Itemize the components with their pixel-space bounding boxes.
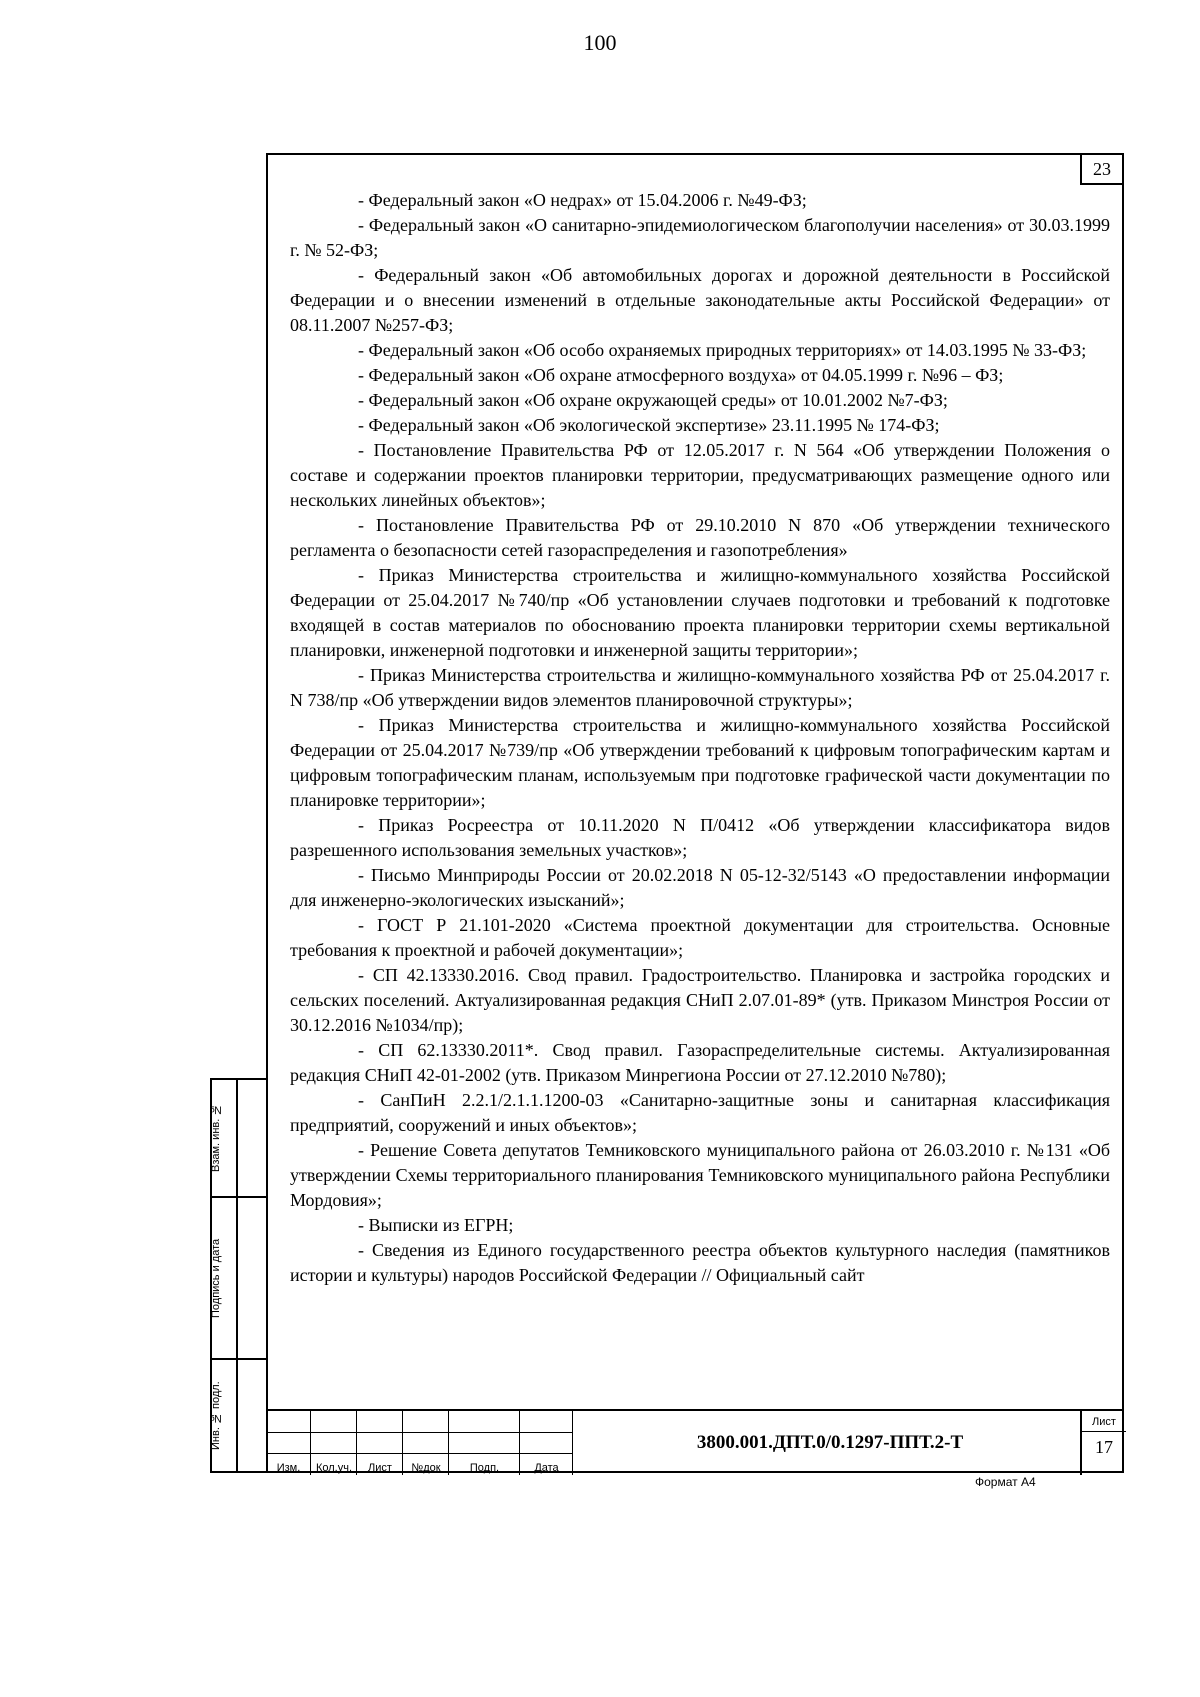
document-frame [266,153,1124,1473]
side-stamp-inv [210,1358,268,1473]
paragraph: - Сведения из Единого государственного реестра объектов культурного наследия (памятников истории и культуры) народов Российской Федерации // Официальный сайт [290,1240,1110,1285]
paragraph: - Письмо Минприроды России от 20.02.2018 N 05-12-32/5143 «О предоставлении информации для инженерно-экологических изысканий»; [290,865,1110,910]
paragraph: - СанПиН 2.2.1/2.1.1.1200-03 «Санитарно-защитные зоны и санитарная классификация предприятий, сооружений и иных объектов»; [290,1090,1110,1135]
paragraph: - Федеральный закон «О санитарно-эпидемиологическом благополучии населения» от 30.03.1999 г. № 52-ФЗ; [290,215,1110,260]
paragraph: - СП 62.13330.2011*. Свод правил. Газораспределительные системы. Актуализированная редакция СНиП 42-01-2002 (утв. Приказом Минрегиона России от 27.12.2010 №780); [290,1040,1110,1085]
page-number: 100 [583,30,617,55]
paragraph: - Постановление Правительства РФ от 29.10.2010 N 870 «Об утверждении технического регламента о безопасности сетей газораспределения и газопотребления» [290,515,1110,560]
col-kol-uch: Кол.уч. [315,1462,353,1474]
paragraph: - Федеральный закон «О недрах» от 15.04.2006 г. №49-ФЗ; [358,190,807,210]
paragraph: - Решение Совета депутатов Темниковского муниципального района от 26.03.2010 г. №131 «Об утверждении Схемы территориального планирования Темниковского муниципального района Республики Мордовия»; [290,1140,1110,1210]
col-ndok: №док [411,1462,441,1474]
title-block [266,1409,1124,1475]
paragraph: - Приказ Министерства строительства и жилищно-коммунального хозяйства Российской Федерации от 25.04.2017 №739/пр «Об утверждении требований к цифровым топографическим картам и цифровым топографическим планам, используемым при подготовке графической части документации по планировке территории»; [290,715,1110,810]
paragraph: - Федеральный закон «Об охране атмосферного воздуха» от 04.05.1999 г. №96 – ФЗ; [358,365,1004,385]
paragraph: - Федеральный закон «Об охране окружающей среды» от 10.01.2002 №7-ФЗ; [358,390,948,410]
side-stamp-podpis [210,1196,268,1360]
paragraph: - Приказ Росреестра от 10.11.2020 N П/0412 «Об утверждении классификатора видов разрешенного использования земельных участков»; [290,815,1110,860]
col-data: Дата [534,1462,559,1474]
paragraph: - Выписки из ЕГРН; [358,1215,514,1235]
paragraph: - СП 42.13330.2016. Свод правил. Градостроительство. Планировка и застройка городских и сельских поселений. Актуализированная редакция СНиП 2.07.01-89* (утв. Приказом Минстроя России от 30.12.2016 №1034/пр); [290,965,1110,1035]
list-label: Лист [1082,1413,1126,1432]
side-label-inv: Инв. № подл. [210,1381,222,1450]
side-label-vzam: Взам. инв. № [210,1103,222,1173]
paragraph: - ГОСТ Р 21.101-2020 «Система проектной документации для строительства. Основные требования к проектной и рабочей документации»; [290,915,1110,960]
document-designation: 3800.001.ДПТ.0/0.1297-ППТ.2-Т [696,1432,964,1453]
list-box [1080,1411,1124,1475]
sheet-number-box: 23 [1080,153,1124,185]
paragraph: - Федеральный закон «Об особо охраняемых природных территориях» от 14.03.1995 № 33-ФЗ; [358,340,1087,360]
format-label: Формат А4 [975,1475,1036,1489]
paragraph: - Постановление Правительства РФ от 12.05.2017 г. N 564 «Об утверждении Положения о составе и содержании проектов планировки территории, предусматривающих размещение одного или нескольких линейных объектов»; [290,440,1110,510]
paragraph: - Федеральный закон «Об автомобильных дорогах и дорожной деятельности в Российской Федерации и о внесении изменений в отдельные законодательные акты Российской Федерации» от 08.11.2007 №257-ФЗ; [290,265,1110,335]
side-label-podpis: Подпись и дата [210,1238,222,1318]
paragraph: - Приказ Министерства строительства и жилищно-коммунального хозяйства РФ от 25.04.2017 г. N 738/пр «Об утверждении видов элементов планировочной структуры»; [290,665,1110,710]
col-izm: Изм. [276,1462,301,1474]
col-podp: Подп. [469,1462,500,1474]
paragraph: - Приказ Министерства строительства и жилищно-коммунального хозяйства Российской Федерации от 25.04.2017 №740/пр «Об установлении случаев подготовки и требований к подготовке входящей в состав материалов по обоснованию проекта планировки территории схемы вертикальной планировки, инженерной подготовки и инженерной защиты территории»; [290,565,1110,660]
body-text [290,188,1110,1288]
paragraph: - Федеральный закон «Об экологической экспертизе» 23.11.1995 № 174-ФЗ; [358,415,940,435]
revision-table [266,1411,573,1475]
list-number: 17 [1095,1437,1113,1457]
col-list: Лист [368,1462,392,1474]
side-stamp-vzam [210,1078,268,1198]
